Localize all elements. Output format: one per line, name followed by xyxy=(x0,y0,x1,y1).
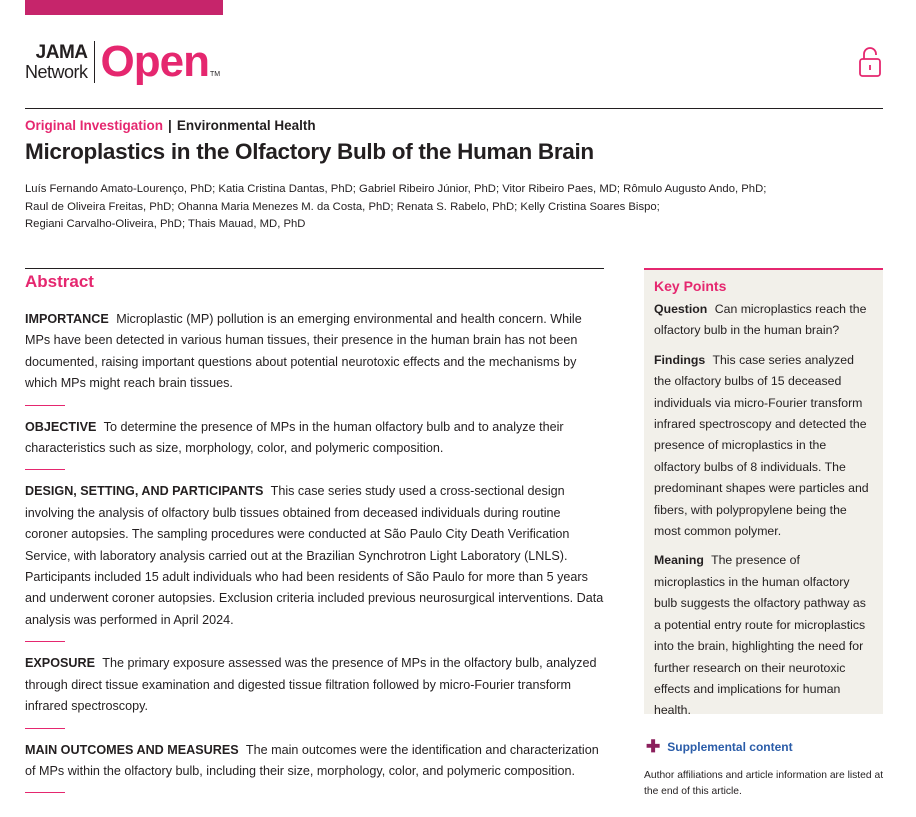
article-type: Original Investigation xyxy=(25,118,164,133)
article-section: Environmental Health xyxy=(176,118,316,133)
supplemental-content-label[interactable]: Supplemental content xyxy=(667,739,793,754)
key-point-findings xyxy=(654,350,873,543)
plus-icon: ✚ xyxy=(646,737,661,756)
abstract-body xyxy=(25,309,605,804)
logo-jama-text: JAMA xyxy=(35,42,88,63)
top-accent-bar xyxy=(25,0,223,15)
key-point-text: This case series analyzed the olfactory bulbs of 15 deceased individuals via micro-Fourier transform infrared spectroscopy and detected the presence of microplastics in the olfactory bulbs of 8 individuals. The predominant shapes were particles and fibers, with polypropylene being the most common polymer. xyxy=(654,352,869,539)
section-label: IMPORTANCE xyxy=(25,312,109,326)
section-divider xyxy=(25,469,65,470)
article-title: Microplastics in the Olfactory Bulb of the Human Brain xyxy=(25,139,594,164)
logo-trademark: TM xyxy=(209,71,221,78)
abstract-divider xyxy=(25,268,604,269)
section-label: EXPOSURE xyxy=(25,656,95,671)
abstract-section-design xyxy=(25,481,605,631)
key-point-meaning xyxy=(654,550,873,721)
abstract-section-objective xyxy=(25,417,605,460)
affiliations-note: Author affiliations and article information are listed at the end of this article. xyxy=(644,770,884,797)
abstract-section-exposure xyxy=(25,653,605,717)
article-type-line xyxy=(25,118,316,133)
supplemental-content-link[interactable] xyxy=(646,738,793,755)
author-line: Raul de Oliveira Freitas, PhD; Ohanna Maria Menezes M. da Costa, PhD; Renata S. Rabelo, PhD; Kelly Cristina Soares Bispo; xyxy=(25,200,660,213)
key-points-heading: Key Points xyxy=(654,278,727,294)
header-divider xyxy=(25,108,883,109)
section-label: MAIN OUTCOMES AND MEASURES xyxy=(25,742,239,757)
section-text: This case series study used a cross-sectional design involving the analysis of olfactory bulb tissues obtained from deceased individuals during routine coroner autopsies. The sampling procedures were conducted at São Paulo City Death Verification Service, with laboratory analysis carried out at the Brazilian Synchrotron Light Laboratory (LNLS). Participants included 15 adult individuals who had been residents of São Paulo for more than 5 years and underwent coroner autopsies. Exclusion criteria included previous neurosurgical interventions. Data analysis was performed in April 2024. xyxy=(25,484,604,627)
key-point-question xyxy=(654,299,873,342)
section-text: To determine the presence of MPs in the human olfactory bulb and to analyze their characteristics such as size, morphology, color, and polymeric composition. xyxy=(25,419,564,456)
logo-network-text: Network xyxy=(25,62,88,82)
abstract-heading: Abstract xyxy=(25,272,94,291)
key-point-label: Meaning xyxy=(654,553,704,568)
section-text: The primary exposure assessed was the presence of MPs in the olfactory bulb, analyzed through direct tissue examination and digested tissue filtration followed by micro-Fourier transform infrared spectroscopy. xyxy=(25,656,597,714)
key-point-text: The presence of microplastics in the human olfactory bulb suggests the olfactory pathway as a potential entry route for microplastics into the brain, highlighting the need for further research on their neurotoxic effects and implications for human health. xyxy=(654,553,866,718)
section-divider xyxy=(25,728,65,729)
section-divider xyxy=(25,641,65,642)
logo-divider xyxy=(94,41,95,83)
key-points-box xyxy=(644,268,883,718)
logo-wordmark xyxy=(25,43,88,81)
author-line: Regiani Carvalho-Oliveira, PhD; Thais Mauad, MD, PhD xyxy=(25,218,306,230)
author-list xyxy=(25,181,785,234)
section-divider xyxy=(25,792,65,793)
author-line: Luís Fernando Amato-Lourenço, PhD; Katia Cristina Dantas, PhD; Gabriel Ribeiro Júnior, PhD; Vitor Ribeiro Paes, MD; Rômulo Augusto Ando, PhD; xyxy=(25,183,767,195)
key-point-label: Question xyxy=(654,302,708,316)
abstract-section-importance xyxy=(25,309,605,395)
jama-network-open-logo[interactable] xyxy=(25,38,220,86)
section-label: OBJECTIVE xyxy=(25,419,97,434)
section-divider xyxy=(25,405,65,406)
section-text: The main outcomes were the identification and characterization of MPs within the olfactory bulb, including their size, morphology, color, and polymeric composition. xyxy=(25,742,599,778)
section-label: DESIGN, SETTING, AND PARTICIPANTS xyxy=(25,484,264,499)
logo-open-text: Open xyxy=(100,37,209,86)
article-type-separator: | xyxy=(168,118,172,133)
abstract-section-outcomes xyxy=(25,740,605,783)
key-point-text: Can microplastics reach the olfactory bulb in the human brain? xyxy=(654,302,867,338)
open-lock-icon[interactable] xyxy=(858,46,882,78)
key-point-label: Findings xyxy=(654,352,706,367)
section-text: Microplastic (MP) pollution is an emerging environmental and health concern. While MPs have been detected in various human tissues, their presence in the human brain has not been documented, raising important questions about potential neurotoxic effects and the mechanisms by which MPs might reach brain tissues. xyxy=(25,312,582,391)
